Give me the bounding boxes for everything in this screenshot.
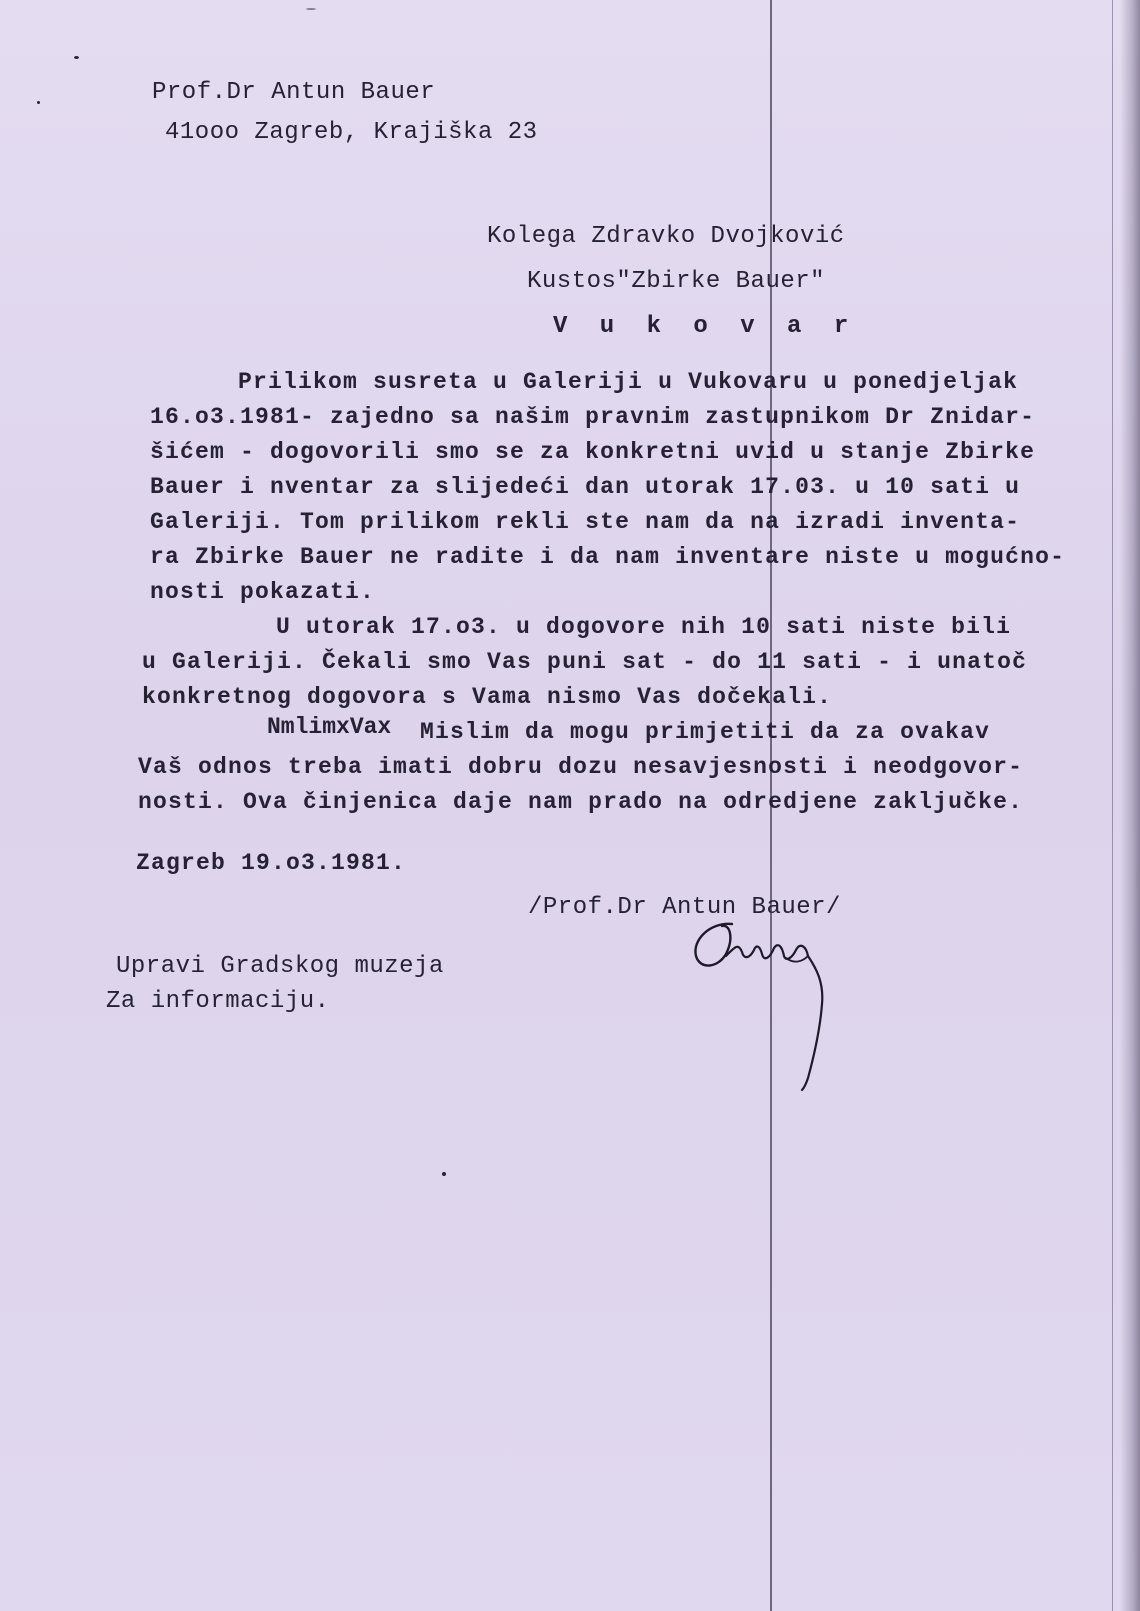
struck-out-text: NmlimxVax [267, 714, 392, 740]
paragraph2-line: u Galeriji. Čekali smo Vas puni sat - do 11 sati - i unatoč [142, 649, 1028, 675]
paragraph2-line: U utorak 17.o3. u dogovore nih 10 sati niste bili [276, 614, 1012, 640]
paragraph1-line: 16.o3.1981- zajedno sa našim pravnim zastupnikom Dr Znidar- [150, 404, 1036, 430]
paragraph1-line: Prilikom susreta u Galeriji u Vukovaru u ponedjeljak [238, 369, 1019, 395]
recipient-name: Kolega Zdravko Dvojković [487, 223, 845, 250]
paragraph3-line: nosti. Ova činjenica daje nam prado na odredjene zaključke. [138, 789, 1024, 815]
signature-name: /Prof.Dr Antun Bauer/ [528, 894, 841, 921]
sender-name: Prof.Dr Antun Bauer [152, 79, 436, 106]
sender-address: 41ooo Zagreb, Krajiška 23 [165, 119, 538, 146]
paragraph1-line: Galeriji. Tom prilikom rekli ste nam da na izradi inventa- [150, 509, 1021, 535]
cc-recipient: Upravi Gradskog muzeja [116, 953, 444, 980]
letter-date: Zagreb 19.o3.1981. [136, 850, 407, 876]
margin-line [1112, 0, 1113, 1611]
handwritten-signature [690, 912, 850, 1097]
paragraph1-line: ra Zbirke Bauer ne radite i da nam inventare niste u mogućno- [150, 544, 1066, 570]
recipient-title: Kustos"Zbirke Bauer" [527, 268, 826, 295]
page-edge-shadow [1120, 0, 1140, 1611]
ink-speck [74, 56, 79, 59]
ink-speck [442, 1172, 446, 1176]
cc-note: Za informaciju. [106, 988, 330, 1015]
ink-speck [306, 8, 316, 10]
ink-speck [37, 101, 40, 104]
recipient-city: V u k o v a r [553, 313, 858, 340]
paragraph1-line: Bauer i nventar za slijedeći dan utorak 17.03. u 10 sati u [150, 474, 1021, 500]
paragraph2-line: konkretnog dogovora s Vama nismo Vas dočekali. [142, 684, 833, 710]
paragraph1-line: šićem - dogovorili smo se za konkretni uvid u stanje Zbirke [150, 439, 1036, 465]
paragraph1-line: nosti pokazati. [150, 579, 376, 605]
paragraph3-line: Mislim da mogu primjetiti da za ovakav [420, 719, 991, 745]
paragraph3-line: Vaš odnos treba imati dobru dozu nesavjesnosti i neodgovor- [138, 754, 1024, 780]
